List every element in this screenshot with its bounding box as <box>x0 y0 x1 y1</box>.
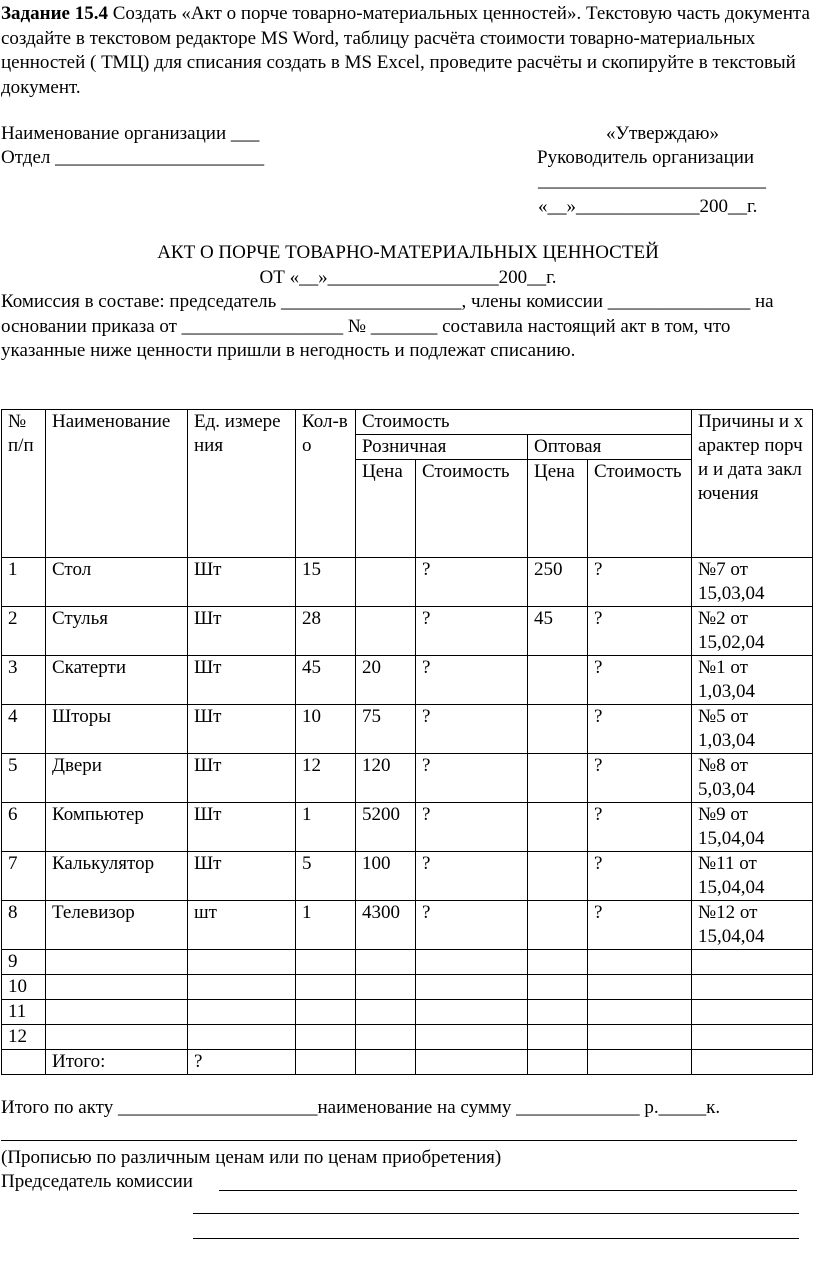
header-wholesale: Оптовая <box>528 435 692 460</box>
cell-qty: 1 <box>296 803 356 852</box>
cell-name: Калькулятор <box>46 852 188 901</box>
cell-qty: 5 <box>296 852 356 901</box>
table-row <box>2 901 813 950</box>
cell-name: Стол <box>46 558 188 607</box>
cell-reason <box>692 1000 813 1025</box>
cell-rs <box>416 950 528 975</box>
cell-ws <box>588 950 692 975</box>
table-row <box>2 558 813 607</box>
cell-rs <box>416 975 528 1000</box>
cell-rs: ? <box>416 656 528 705</box>
head-sign-line: ________________________ <box>538 170 766 191</box>
header-unit: Ед. измерения <box>188 410 296 558</box>
cell-reason: №1 от 1,03,04 <box>692 656 813 705</box>
cell-ws: ? <box>588 852 692 901</box>
act-date: ОТ «__»__________________200__г. <box>259 267 557 288</box>
cell-n: 10 <box>2 975 46 1000</box>
header-retail: Розничная <box>356 435 528 460</box>
org-line: Наименование организации ___ <box>1 123 260 144</box>
cell-rp: 20 <box>356 656 416 705</box>
table-row <box>2 852 813 901</box>
header-cost: Стоимость <box>356 410 692 435</box>
cell-ws: ? <box>588 803 692 852</box>
member-sign-line-2 <box>193 1238 799 1239</box>
cell-qty <box>296 1000 356 1025</box>
cell-ws: ? <box>588 754 692 803</box>
cell-rp <box>356 950 416 975</box>
cell-reason: №12 от 15,04,04 <box>692 901 813 950</box>
cell-reason: №5 от 1,03,04 <box>692 705 813 754</box>
cell-unit: Шт <box>188 754 296 803</box>
header-retail-amount: Стоимость <box>416 460 528 558</box>
cell-name <box>46 975 188 1000</box>
cell-ws <box>588 975 692 1000</box>
cell-wp <box>528 705 588 754</box>
cell-reason: №8 от 5,03,04 <box>692 754 813 803</box>
act-body: Комиссия в составе: председатель ___________________, члены комиссии _______________ на основании приказа от _________________ № _______ составила настоящий акт в том, что указанные ниже ценности пришли в негодность и подлежат списанию. <box>1 291 774 361</box>
cell-wp <box>528 754 588 803</box>
task-text: Создать «Акт о порче товарно-материальных ценностей». Текстовую часть документа создайте в текстовом редакторе MS Word, таблицу расчёта стоимости товарно-материальных ценностей ( ТМЦ) для списания создать в MS Excel, проведите расчёты и скопируйте в текстовый документ. <box>1 3 810 98</box>
cell-wp <box>528 901 588 950</box>
act-title: АКТ О ПОРЧЕ ТОВАРНО-МАТЕРИАЛЬНЫХ ЦЕННОСТЕЙ <box>157 242 659 263</box>
total-empty-cell <box>2 1050 46 1075</box>
chairman-sign-line <box>219 1190 797 1191</box>
cell-ws: ? <box>588 656 692 705</box>
cell-name: Компьютер <box>46 803 188 852</box>
cell-qty: 28 <box>296 607 356 656</box>
cell-name: Шторы <box>46 705 188 754</box>
cell-n: 6 <box>2 803 46 852</box>
table-row <box>2 803 813 852</box>
cell-n: 3 <box>2 656 46 705</box>
cell-qty <box>296 1025 356 1050</box>
cell-rp <box>356 1025 416 1050</box>
chairman-label: Председатель комиссии <box>1 1171 193 1192</box>
cell-unit: Шт <box>188 705 296 754</box>
cell-reason: №9 от 15,04,04 <box>692 803 813 852</box>
table-row <box>2 754 813 803</box>
total-value: ? <box>188 1050 296 1075</box>
approve-date: «__»_____________200__г. <box>538 196 758 217</box>
cell-wp: 45 <box>528 607 588 656</box>
cell-ws: ? <box>588 558 692 607</box>
cell-name: Стулья <box>46 607 188 656</box>
cell-unit: Шт <box>188 656 296 705</box>
task-label: Задание 15.4 <box>1 3 108 24</box>
cell-qty: 45 <box>296 656 356 705</box>
cell-name <box>46 1000 188 1025</box>
total-empty-cell <box>296 1050 356 1075</box>
cell-name: Двери <box>46 754 188 803</box>
cell-reason <box>692 950 813 975</box>
cell-rs: ? <box>416 803 528 852</box>
cell-wp <box>528 1025 588 1050</box>
total-act-line: Итого по акту _____________________наименование на сумму _____________ р._____к. <box>1 1097 721 1118</box>
cell-unit <box>188 1025 296 1050</box>
propisyu-note: (Прописью по различным ценам или по ценам приобретения) <box>1 1147 502 1168</box>
cell-ws: ? <box>588 607 692 656</box>
cell-rs: ? <box>416 558 528 607</box>
total-empty-cell <box>588 1050 692 1075</box>
table-row <box>2 607 813 656</box>
cell-rp <box>356 1000 416 1025</box>
member-sign-line-1 <box>193 1213 799 1214</box>
header-num: № п/п <box>2 410 46 558</box>
cell-unit <box>188 950 296 975</box>
cell-wp <box>528 1000 588 1025</box>
cell-n: 8 <box>2 901 46 950</box>
cell-ws: ? <box>588 705 692 754</box>
cell-n: 2 <box>2 607 46 656</box>
cell-n: 1 <box>2 558 46 607</box>
cell-rs: ? <box>416 607 528 656</box>
total-empty-cell <box>692 1050 813 1075</box>
cell-reason: №11 от 15,04,04 <box>692 852 813 901</box>
total-empty-cell <box>356 1050 416 1075</box>
total-words-line <box>1 1140 797 1141</box>
cell-name: Телевизор <box>46 901 188 950</box>
tmc-table <box>1 409 813 1075</box>
cell-ws: ? <box>588 901 692 950</box>
cell-n: 9 <box>2 950 46 975</box>
table-row <box>2 975 813 1000</box>
cell-wp <box>528 803 588 852</box>
cell-name <box>46 950 188 975</box>
header-retail-price: Цена <box>356 460 416 558</box>
table-row <box>2 950 813 975</box>
cell-ws <box>588 1000 692 1025</box>
approve-label: «Утверждаю» <box>606 123 719 144</box>
dept-line: Отдел ______________________ <box>1 147 265 168</box>
cell-unit <box>188 975 296 1000</box>
cell-name: Скатерти <box>46 656 188 705</box>
cell-unit: Шт <box>188 558 296 607</box>
header-reason: Причины и характер порчи и дата заключения <box>692 410 813 558</box>
table-row <box>2 1025 813 1050</box>
header-wholesale-amount: Стоимость <box>588 460 692 558</box>
header-name: Наименование <box>46 410 188 558</box>
cell-rp <box>356 607 416 656</box>
cell-wp: 250 <box>528 558 588 607</box>
cell-qty: 15 <box>296 558 356 607</box>
cell-reason: №2 от 15,02,04 <box>692 607 813 656</box>
head-title: Руководитель организации <box>537 147 755 168</box>
total-row <box>2 1050 813 1075</box>
total-label: Итого: <box>46 1050 188 1075</box>
cell-wp <box>528 950 588 975</box>
cell-qty: 1 <box>296 901 356 950</box>
cell-qty: 12 <box>296 754 356 803</box>
cell-reason <box>692 1025 813 1050</box>
cell-unit: Шт <box>188 607 296 656</box>
cell-rp: 100 <box>356 852 416 901</box>
cell-rs: ? <box>416 754 528 803</box>
cell-n: 4 <box>2 705 46 754</box>
table-row <box>2 656 813 705</box>
header-wholesale-price: Цена <box>528 460 588 558</box>
cell-ws <box>588 1025 692 1050</box>
cell-rs: ? <box>416 852 528 901</box>
cell-qty: 10 <box>296 705 356 754</box>
cell-rp <box>356 975 416 1000</box>
cell-rp <box>356 558 416 607</box>
cell-reason: №7 от 15,03,04 <box>692 558 813 607</box>
cell-qty <box>296 950 356 975</box>
cell-rp: 5200 <box>356 803 416 852</box>
cell-rs <box>416 1025 528 1050</box>
cell-rs <box>416 1000 528 1025</box>
cell-rs: ? <box>416 901 528 950</box>
cell-rs: ? <box>416 705 528 754</box>
total-empty-cell <box>416 1050 528 1075</box>
cell-reason <box>692 975 813 1000</box>
cell-wp <box>528 975 588 1000</box>
cell-n: 12 <box>2 1025 46 1050</box>
header-qty: Кол-во <box>296 410 356 558</box>
cell-n: 7 <box>2 852 46 901</box>
cell-unit: Шт <box>188 852 296 901</box>
cell-name <box>46 1025 188 1050</box>
cell-n: 11 <box>2 1000 46 1025</box>
task-paragraph <box>1 2 813 100</box>
table-row <box>2 705 813 754</box>
cell-unit <box>188 1000 296 1025</box>
cell-unit: Шт <box>188 803 296 852</box>
cell-n: 5 <box>2 754 46 803</box>
cell-unit: шт <box>188 901 296 950</box>
cell-wp <box>528 656 588 705</box>
cell-wp <box>528 852 588 901</box>
cell-qty <box>296 975 356 1000</box>
total-empty-cell <box>528 1050 588 1075</box>
cell-rp: 120 <box>356 754 416 803</box>
cell-rp: 75 <box>356 705 416 754</box>
cell-rp: 4300 <box>356 901 416 950</box>
table-row <box>2 1000 813 1025</box>
